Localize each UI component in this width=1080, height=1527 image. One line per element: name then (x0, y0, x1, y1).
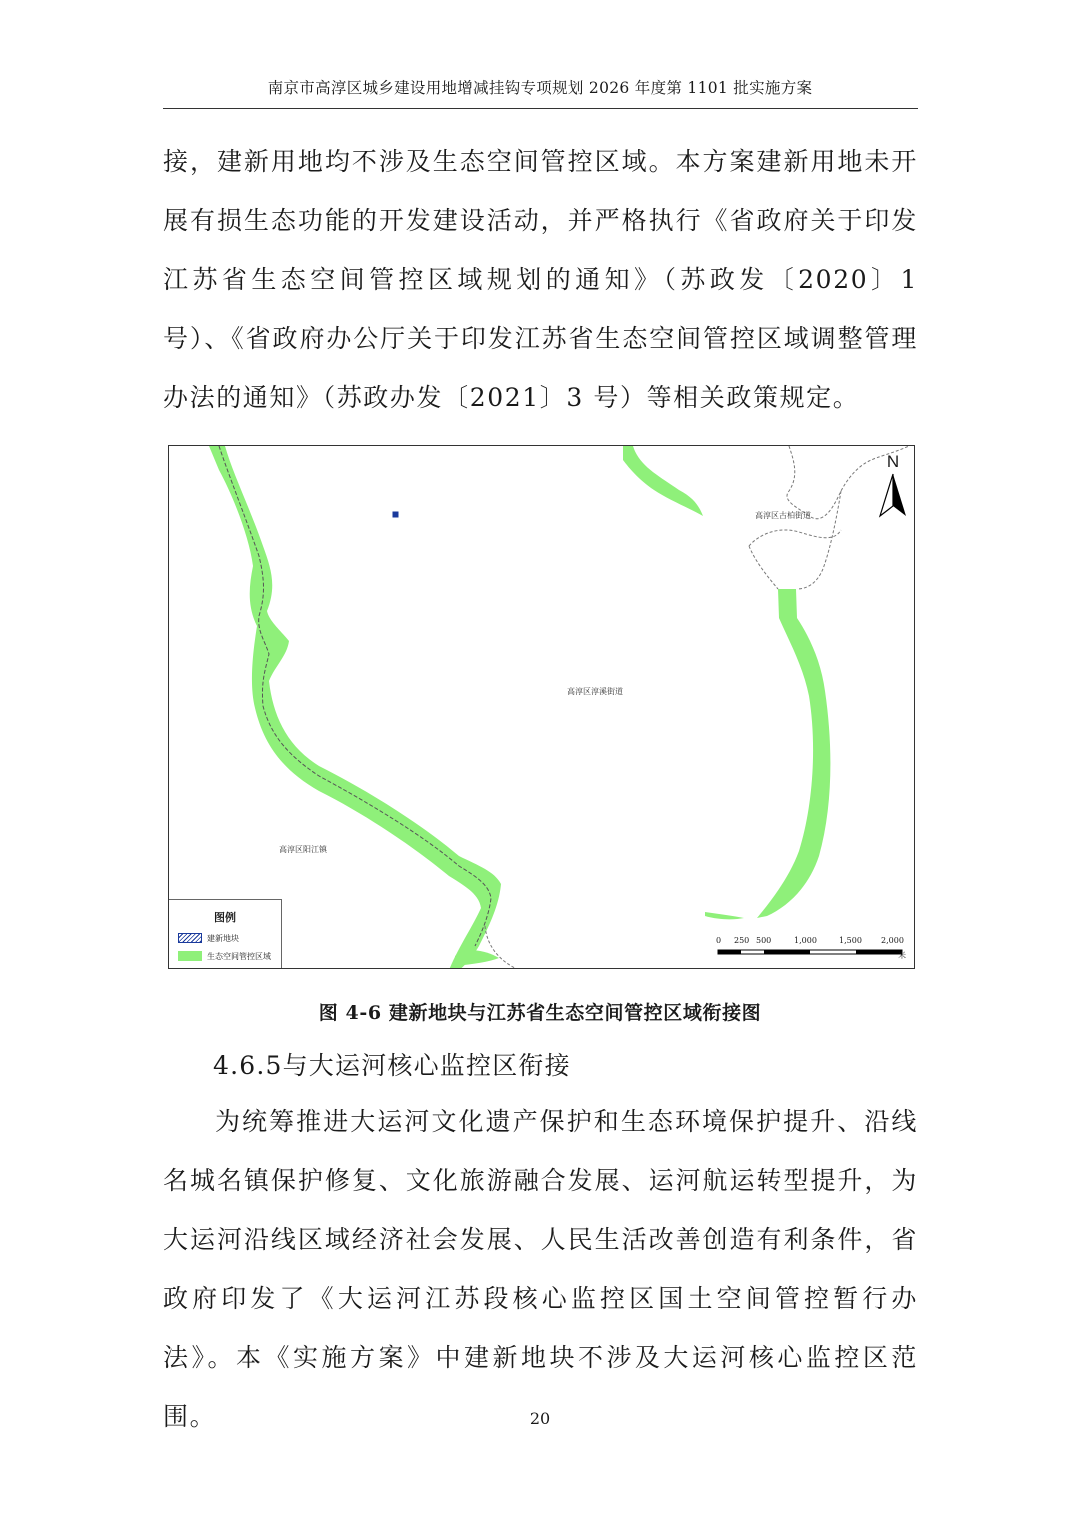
page-number: 20 (529, 1409, 551, 1428)
place-label-gubai: 高淳区古柏街道 (755, 511, 811, 520)
scale-tick-label: 2,000 (881, 936, 904, 945)
new-construction-parcel (393, 512, 398, 517)
north-label: N (886, 452, 900, 471)
bottom-green-strip (705, 912, 744, 919)
scale-bar-graphic (716, 948, 906, 958)
scale-tick-label: 250 (734, 936, 750, 945)
legend-item-new-parcel (178, 932, 239, 944)
map-legend (169, 899, 282, 969)
page-header: 南京市高淳区城乡建设用地增减挂钩专项规划 2026 年度第 1101 批实施方案 (267, 79, 813, 97)
scale-tick-label: 1,000 (794, 936, 817, 945)
scale-tick-label: 0 (716, 936, 722, 945)
legend-item-label: 建新地块 (207, 933, 239, 943)
figure-caption: 图 4-6 建新地块与江苏省生态空间管控区域衔接图 (318, 1002, 762, 1024)
section-heading: 4.6.5与大运河核心监控区衔接 (213, 1051, 571, 1080)
bottom-left-green-strip (455, 950, 499, 966)
body-paragraph-1: 接，建新用地均不涉及生态空间管控区域。本方案建新用地未开展有损生态功能的开发建设活动，并严格执行《省政府关于印发江苏省生态空间管控区域规划的通知》（苏政发〔2020〕1 号）、《省政府办公厅关于印发江苏省生态空间管控区域调整管理办法的通知》（苏政办发〔2021〕3 号）等相关政策规定。 (163, 147, 918, 412)
legend-item-ecological-zone (178, 950, 271, 962)
place-label-yangjiang: 高淳区阳江镇 (279, 845, 327, 854)
hatched-swatch-icon (178, 933, 202, 943)
scale-tick-label: 500 (756, 936, 772, 945)
body-paragraph-2: 为统筹推进大运河文化遗产保护和生态环境保护提升、沿线名城名镇保护修复、文化旅游融合发展、运河航运转型提升，为大运河沿线区域经济社会发展、人民生活改善创造有利条件，省政府印发了《大运河江苏段核心监控区国土空间管控暂行办法》。本《实施方案》中建新地块不涉及大运河核心监控区范围。 (163, 1107, 918, 1431)
bottom-boundary-dashed (485, 926, 519, 969)
north-arrow (876, 450, 910, 518)
legend-title: 图例 (214, 911, 236, 924)
header-rule (163, 108, 918, 109)
right-corridor-strip (757, 589, 830, 918)
green-swatch-icon (178, 951, 202, 961)
map-figure (168, 445, 915, 969)
legend-item-label: 生态空间管控区域 (207, 951, 271, 961)
north-arrow-icon (876, 450, 910, 518)
right-ecological-corridor (623, 446, 703, 516)
scale-tick-label: 1,500 (839, 936, 862, 945)
left-ecological-corridor (209, 446, 501, 969)
map-canvas (169, 446, 915, 969)
place-label-chunxi: 高淳区淳溪街道 (567, 687, 623, 696)
scale-bar (716, 936, 906, 964)
scale-unit: 米 (898, 951, 906, 960)
